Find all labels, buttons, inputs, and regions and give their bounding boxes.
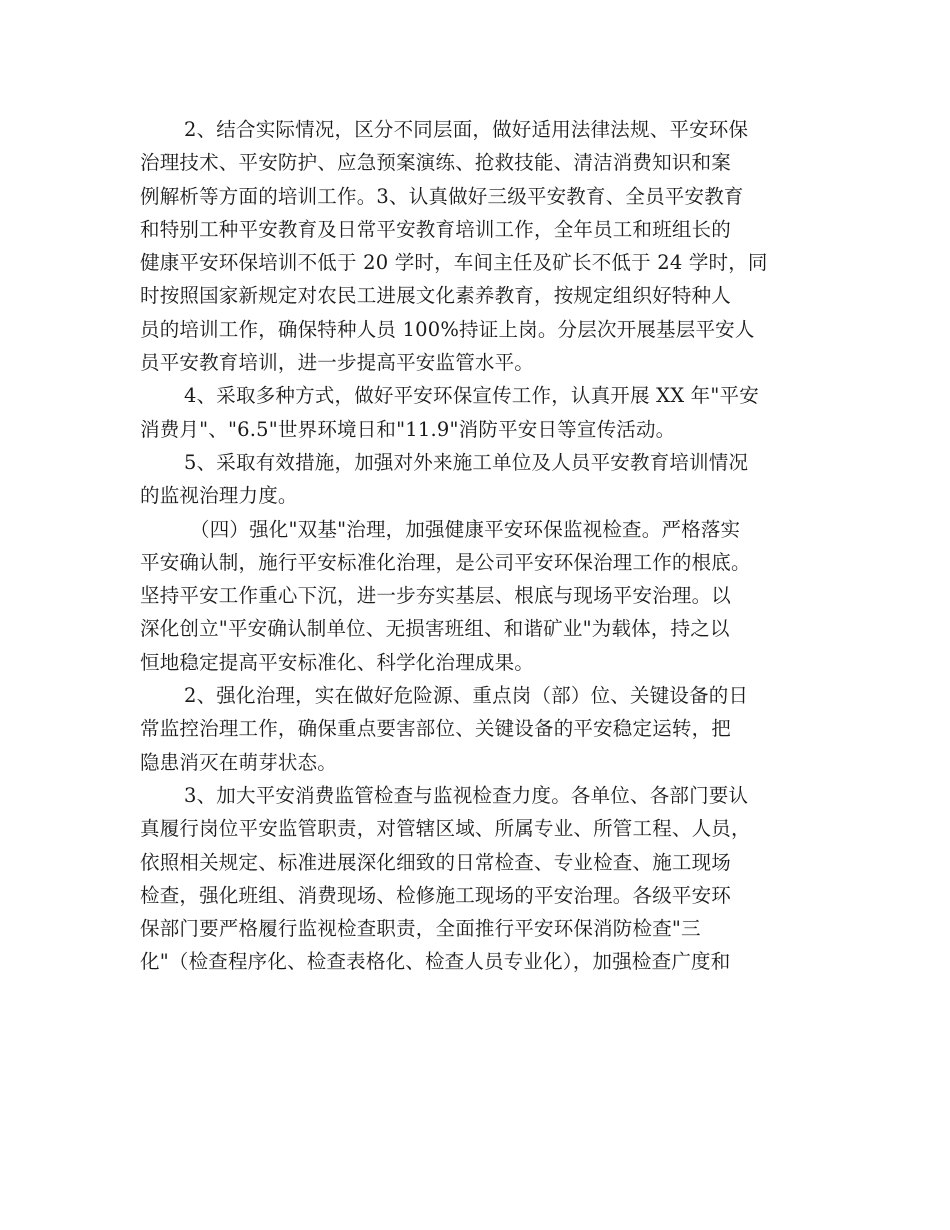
section-4-item-2-line-1: 2、强化治理，实在做好危险源、重点岗（部）位、关键设备的日 [184, 684, 749, 708]
section-4-item-2-line-2: 常监控治理工作，确保重点要害部位、关键设备的平安稳定运转，把 [140, 717, 732, 741]
section-4-item-3-line-1: 3、加大平安消费监管检查与监视检查力度。各单位、各部门要认 [184, 783, 749, 807]
section-4-line-4: 深化创立"平安确认制单位、无损害班组、和谐矿业"为载体，持之以 [140, 617, 730, 641]
paragraph-2-line-8: 员平安教育培训，进一步提高平安监管水平。 [140, 351, 535, 375]
paragraph-2-line-1: 2、结合实际情况，区分不同层面，做好适用法律法规、平安环保 [184, 118, 749, 141]
section-4-line-5: 恒地稳定提高平安标准化、科学化治理成果。 [140, 650, 535, 674]
paragraph-5-line-2: 的监视治理力度。 [140, 484, 298, 508]
section-4-line-3: 坚持平安工作重心下沉，进一步夯实基层、根底与现场平安治理。以 [140, 584, 732, 608]
paragraph-2-line-3: 例解析等方面的培训工作。3、认真做好三级平安教育、全员平安教育 [140, 184, 744, 208]
paragraph-4-line-1: 4、采取多种方式，做好平安环保宣传工作，认真开展 XX 年"平安 [184, 384, 759, 408]
section-4-heading-line-1: （四）强化"双基"治理，加强健康平安环保监视检查。严格落实 [190, 517, 741, 541]
document-body [140, 113, 822, 979]
section-4-item-3-line-3: 依照相关规定、标准进展深化细致的日常检查、专业检查、施工现场 [140, 850, 732, 874]
section-4-item-2-line-3: 隐患消灭在萌芽状态。 [140, 750, 338, 774]
section-4-item-3-line-6: 化"（检查程序化、检查表格化、检查人员专业化），加强检查广度和 [140, 950, 731, 974]
paragraph-2-line-7: 员的培训工作，确保特种人员 100%持证上岗。分层次开展基层平安人 [140, 317, 755, 341]
paragraph-2-line-2: 治理技术、平安防护、应急预案演练、抢救技能、清洁消费知识和案 [140, 151, 732, 175]
section-4-line-2: 平安确认制，施行平安标准化治理，是公司平安环保治理工作的根底。 [140, 550, 751, 574]
paragraph-2-line-5: 健康平安环保培训不低于 20 学时，车间主任及矿长不低于 24 学时，同 [140, 251, 768, 275]
section-4-item-3-line-5: 保部门要严格履行监视检查职责，全面推行平安环保消防检查"三 [140, 917, 701, 941]
paragraph-5-line-1: 5、采取有效措施，加强对外来施工单位及人员平安教育培训情况 [184, 450, 749, 474]
section-4-item-3-line-2: 真履行岗位平安监管职责，对管辖区域、所属专业、所管工程、人员， [140, 817, 751, 841]
paragraph-2-line-6: 时按照国家新规定对农民工进展文化素养教育，按规定组织好特种人 [140, 284, 732, 308]
paragraph-4-line-2: 消费月"、"6.5"世界环境日和"11.9"消防平安日等宣传活动。 [140, 417, 676, 441]
section-4-item-3-line-4: 检查，强化班组、消费现场、检修施工现场的平安治理。各级平安环 [140, 883, 732, 907]
paragraph-2-line-4: 和特别工种平安教育及日常平安教育培训工作，全年员工和班组长的 [140, 217, 732, 241]
